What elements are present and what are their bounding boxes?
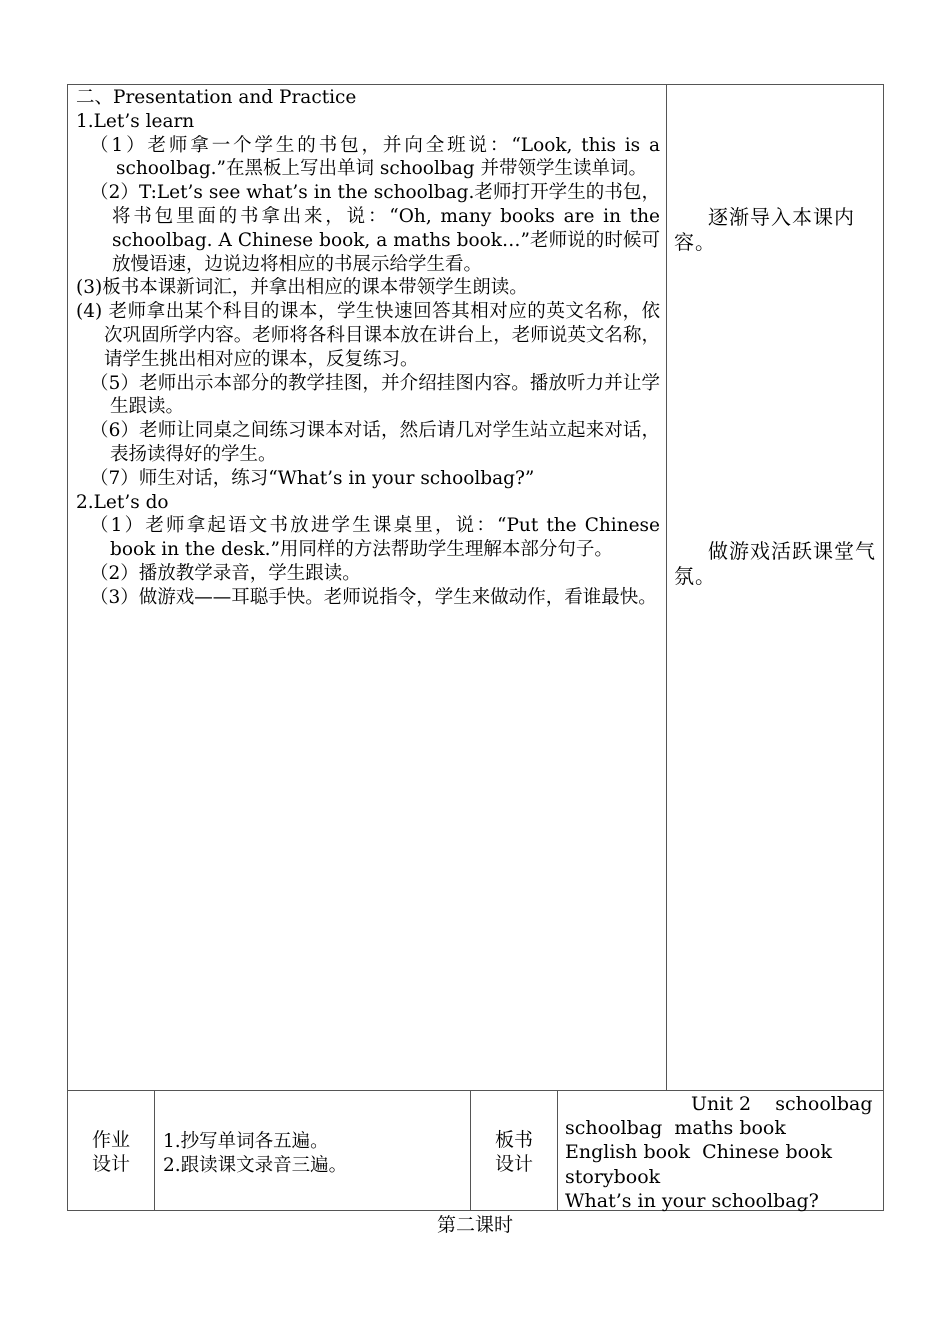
board-line-1: Unit 2 schoolbag bbox=[691, 1093, 873, 1115]
board-label-divider bbox=[557, 1090, 558, 1211]
learn-step-4: (4) 老师拿出某个科目的课本，学生快速回答其相对应的英文名称，依次巩固所学内容。老师将各科目课本放在讲台上，老师说英文名称，请学生挑出相对应的课本，反复练习。 bbox=[76, 301, 660, 370]
board-label-line-1: 板书 bbox=[494, 1129, 533, 1151]
homework-item-1: 1.抄写单词各五遍。 bbox=[163, 1131, 329, 1152]
learn-step-2: （2）T:Let’s see what’s in the schoolbag.老师打开学生的书包，将书包里面的书拿出来，说：“Oh, many books are in the schoolbag. A Chinese book, a maths book…”老师说的时候可放慢语速，边说边将相应的书展示给学生看。 bbox=[90, 182, 660, 275]
learn-step-7: （7）师生对话，练习“What’s in your schoolbag?” bbox=[90, 467, 535, 489]
lets-do-heading: 2.Let’s do bbox=[76, 491, 169, 513]
teaching-procedure bbox=[76, 86, 660, 610]
homework-label bbox=[68, 1128, 154, 1176]
lets-learn-heading: 1.Let’s learn bbox=[76, 110, 195, 132]
do-step-1: （1）老师拿起语文书放进学生课桌里，说：“Put the Chinese book in the desk.”用同样的方法帮助学生理解本部分句子。 bbox=[90, 515, 660, 561]
lesson-period-title: 第二课时 bbox=[436, 1214, 513, 1236]
do-step-3: （3）做游戏——耳聪手快。老师说指令，学生来做动作，看谁最快。 bbox=[90, 586, 657, 608]
learn-step-3: (3)板书本课新词汇，并拿出相应的课本带领学生朗读。 bbox=[76, 277, 528, 299]
learn-step-1: （1）老师拿一个学生的书包，并向全班说：“Look, this is a schoolbag.”在黑板上写出单词 schoolbag 并带领学生读单词。 bbox=[90, 134, 660, 180]
homework-label-divider bbox=[154, 1090, 155, 1211]
homework-label-line-2: 设计 bbox=[91, 1153, 130, 1175]
homework-label-line-1: 作业 bbox=[91, 1129, 130, 1151]
notes-column-divider bbox=[666, 84, 667, 1091]
bottom-row-divider bbox=[67, 1090, 884, 1091]
do-step-2: （2）播放教学录音，学生跟读。 bbox=[90, 562, 361, 584]
board-line-3: English book Chinese book bbox=[565, 1141, 833, 1164]
design-note-2: 做游戏活跃课堂气氛。 bbox=[674, 539, 876, 588]
board-line-5: What’s in your schoolbag? bbox=[565, 1189, 819, 1212]
board-label bbox=[471, 1128, 557, 1176]
board-label-line-2: 设计 bbox=[494, 1153, 533, 1175]
design-note-1: 逐渐导入本课内容。 bbox=[674, 205, 855, 254]
homework-list bbox=[163, 1130, 347, 1178]
learn-step-5: （5）老师出示本部分的教学挂图，并介绍挂图内容。播放听力并让学生跟读。 bbox=[90, 372, 660, 418]
learn-step-6: （6）老师让同桌之间练习课本对话，然后请几对学生站立起来对话，表扬读得好的学生。 bbox=[90, 420, 660, 465]
board-line-2: schoolbag maths book bbox=[565, 1117, 786, 1140]
section-title: 二、Presentation and Practice bbox=[76, 87, 357, 108]
homework-item-2: 2.跟读课文录音三遍。 bbox=[163, 1155, 348, 1176]
board-design bbox=[565, 1092, 877, 1213]
board-line-4: storybook bbox=[565, 1165, 661, 1188]
